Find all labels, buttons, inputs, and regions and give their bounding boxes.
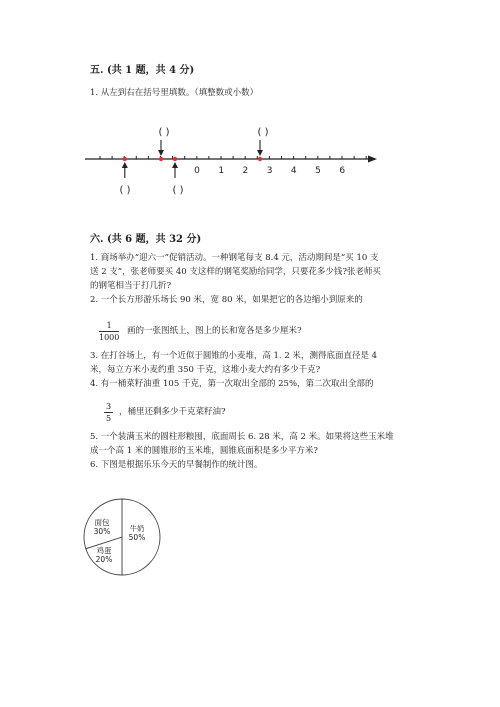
pie-slice-percent: 20%: [95, 555, 113, 564]
question-3-line-2: 米，每立方米小麦约重 350 千克，这堆小麦大约有多少千克?: [90, 365, 321, 375]
number-line-figure: [75, 120, 385, 200]
question-2-line-2: 画的一张图纸上，图上的长和宽各是多少厘米?: [127, 326, 302, 336]
blank-top-left: ( ): [158, 127, 170, 138]
pie-slice-percent: 30%: [93, 527, 111, 536]
pie-slice-name: 鸡蛋: [96, 546, 112, 555]
number-line-label: 4: [290, 166, 297, 176]
pie-slice-percent: 50%: [128, 533, 146, 542]
number-line-arrowhead: [368, 156, 377, 163]
question-4-line-1: 4. 有一桶菜籽油重 105 千克，第一次取出全部的 25%，第二次取出全部的: [90, 379, 374, 389]
question-1-line-1: 1. 商场举办“迎六一”促销活动。一种钢笔每支 8.4 元，活动期间是“买 10 支: [90, 253, 379, 263]
point-marker: [159, 157, 163, 161]
up-arrow-head-icon: [122, 162, 128, 168]
fraction-numerator: 1: [99, 320, 119, 332]
fraction-denominator: 1000: [99, 333, 120, 342]
question-2-line-1: 2. 一个长方形游乐场长 90 米，宽 80 米，如果把它的各边缩小到原来的: [90, 295, 363, 305]
pie-slice-name: 牛奶: [129, 524, 145, 533]
fraction-denominator: 5: [106, 414, 112, 423]
question-5-line-1: 5. 一个装满玉米的圆柱形粮囤，底面周长 6. 28 米，高 2 米。如果将这些玉米堆: [90, 432, 394, 442]
section-5-question-1: 1. 从左到右在括号里填数。（填整数或小数）: [90, 88, 259, 98]
down-arrow-head-icon: [158, 150, 164, 156]
down-arrow-head-icon: [257, 150, 263, 156]
fraction-numerator: 3: [106, 402, 112, 411]
question-6-line-1: 6. 下图是根据乐乐今天的早餐制作的统计图。: [90, 460, 263, 470]
number-line-label: 3: [266, 166, 273, 176]
number-line-label: 1: [218, 166, 225, 176]
fraction-3-over-5: [104, 401, 113, 424]
section-5-title: 五. (共 1 题，共 4 分): [90, 65, 195, 76]
point-marker: [123, 157, 127, 161]
question-5-line-2: 成一个高 1 米的圆锥形的玉米堆，圆锥底面积是多少平方米?: [90, 446, 318, 456]
up-arrow-head-icon: [172, 162, 178, 168]
fraction-1-over-1000: [99, 320, 119, 343]
question-1-line-2: 送 2 支”，张老师要买 40 支这样的钢笔奖励给同学，只要花多少钱?张老师买: [90, 267, 381, 277]
pie-slice-name: 面包: [94, 518, 110, 527]
question-1-line-3: 的钢笔相当于打几折?: [90, 281, 172, 291]
question-3-line-1: 3. 在打谷场上，有一个近似于圆锥的小麦堆，高 1. 2 米，测得底面直径是 4: [90, 351, 378, 361]
question-4-line-2: ，桶里还剩多少千克菜籽油?: [119, 407, 226, 417]
blank-bottom-left: ( ): [119, 185, 131, 196]
number-line-label: 6: [339, 166, 346, 176]
point-marker: [258, 157, 262, 161]
point-marker: [173, 157, 177, 161]
breakfast-pie-chart: [82, 497, 162, 577]
number-line-label: 0: [194, 166, 200, 176]
blank-top-right: ( ): [257, 127, 269, 138]
number-line-labels: [194, 166, 345, 176]
number-line-label: 5: [315, 166, 321, 176]
number-line-label: 2: [242, 166, 249, 176]
blank-bottom-right: ( ): [172, 185, 184, 196]
section-6-title: 六. (共 6 题，共 32 分): [90, 234, 202, 245]
